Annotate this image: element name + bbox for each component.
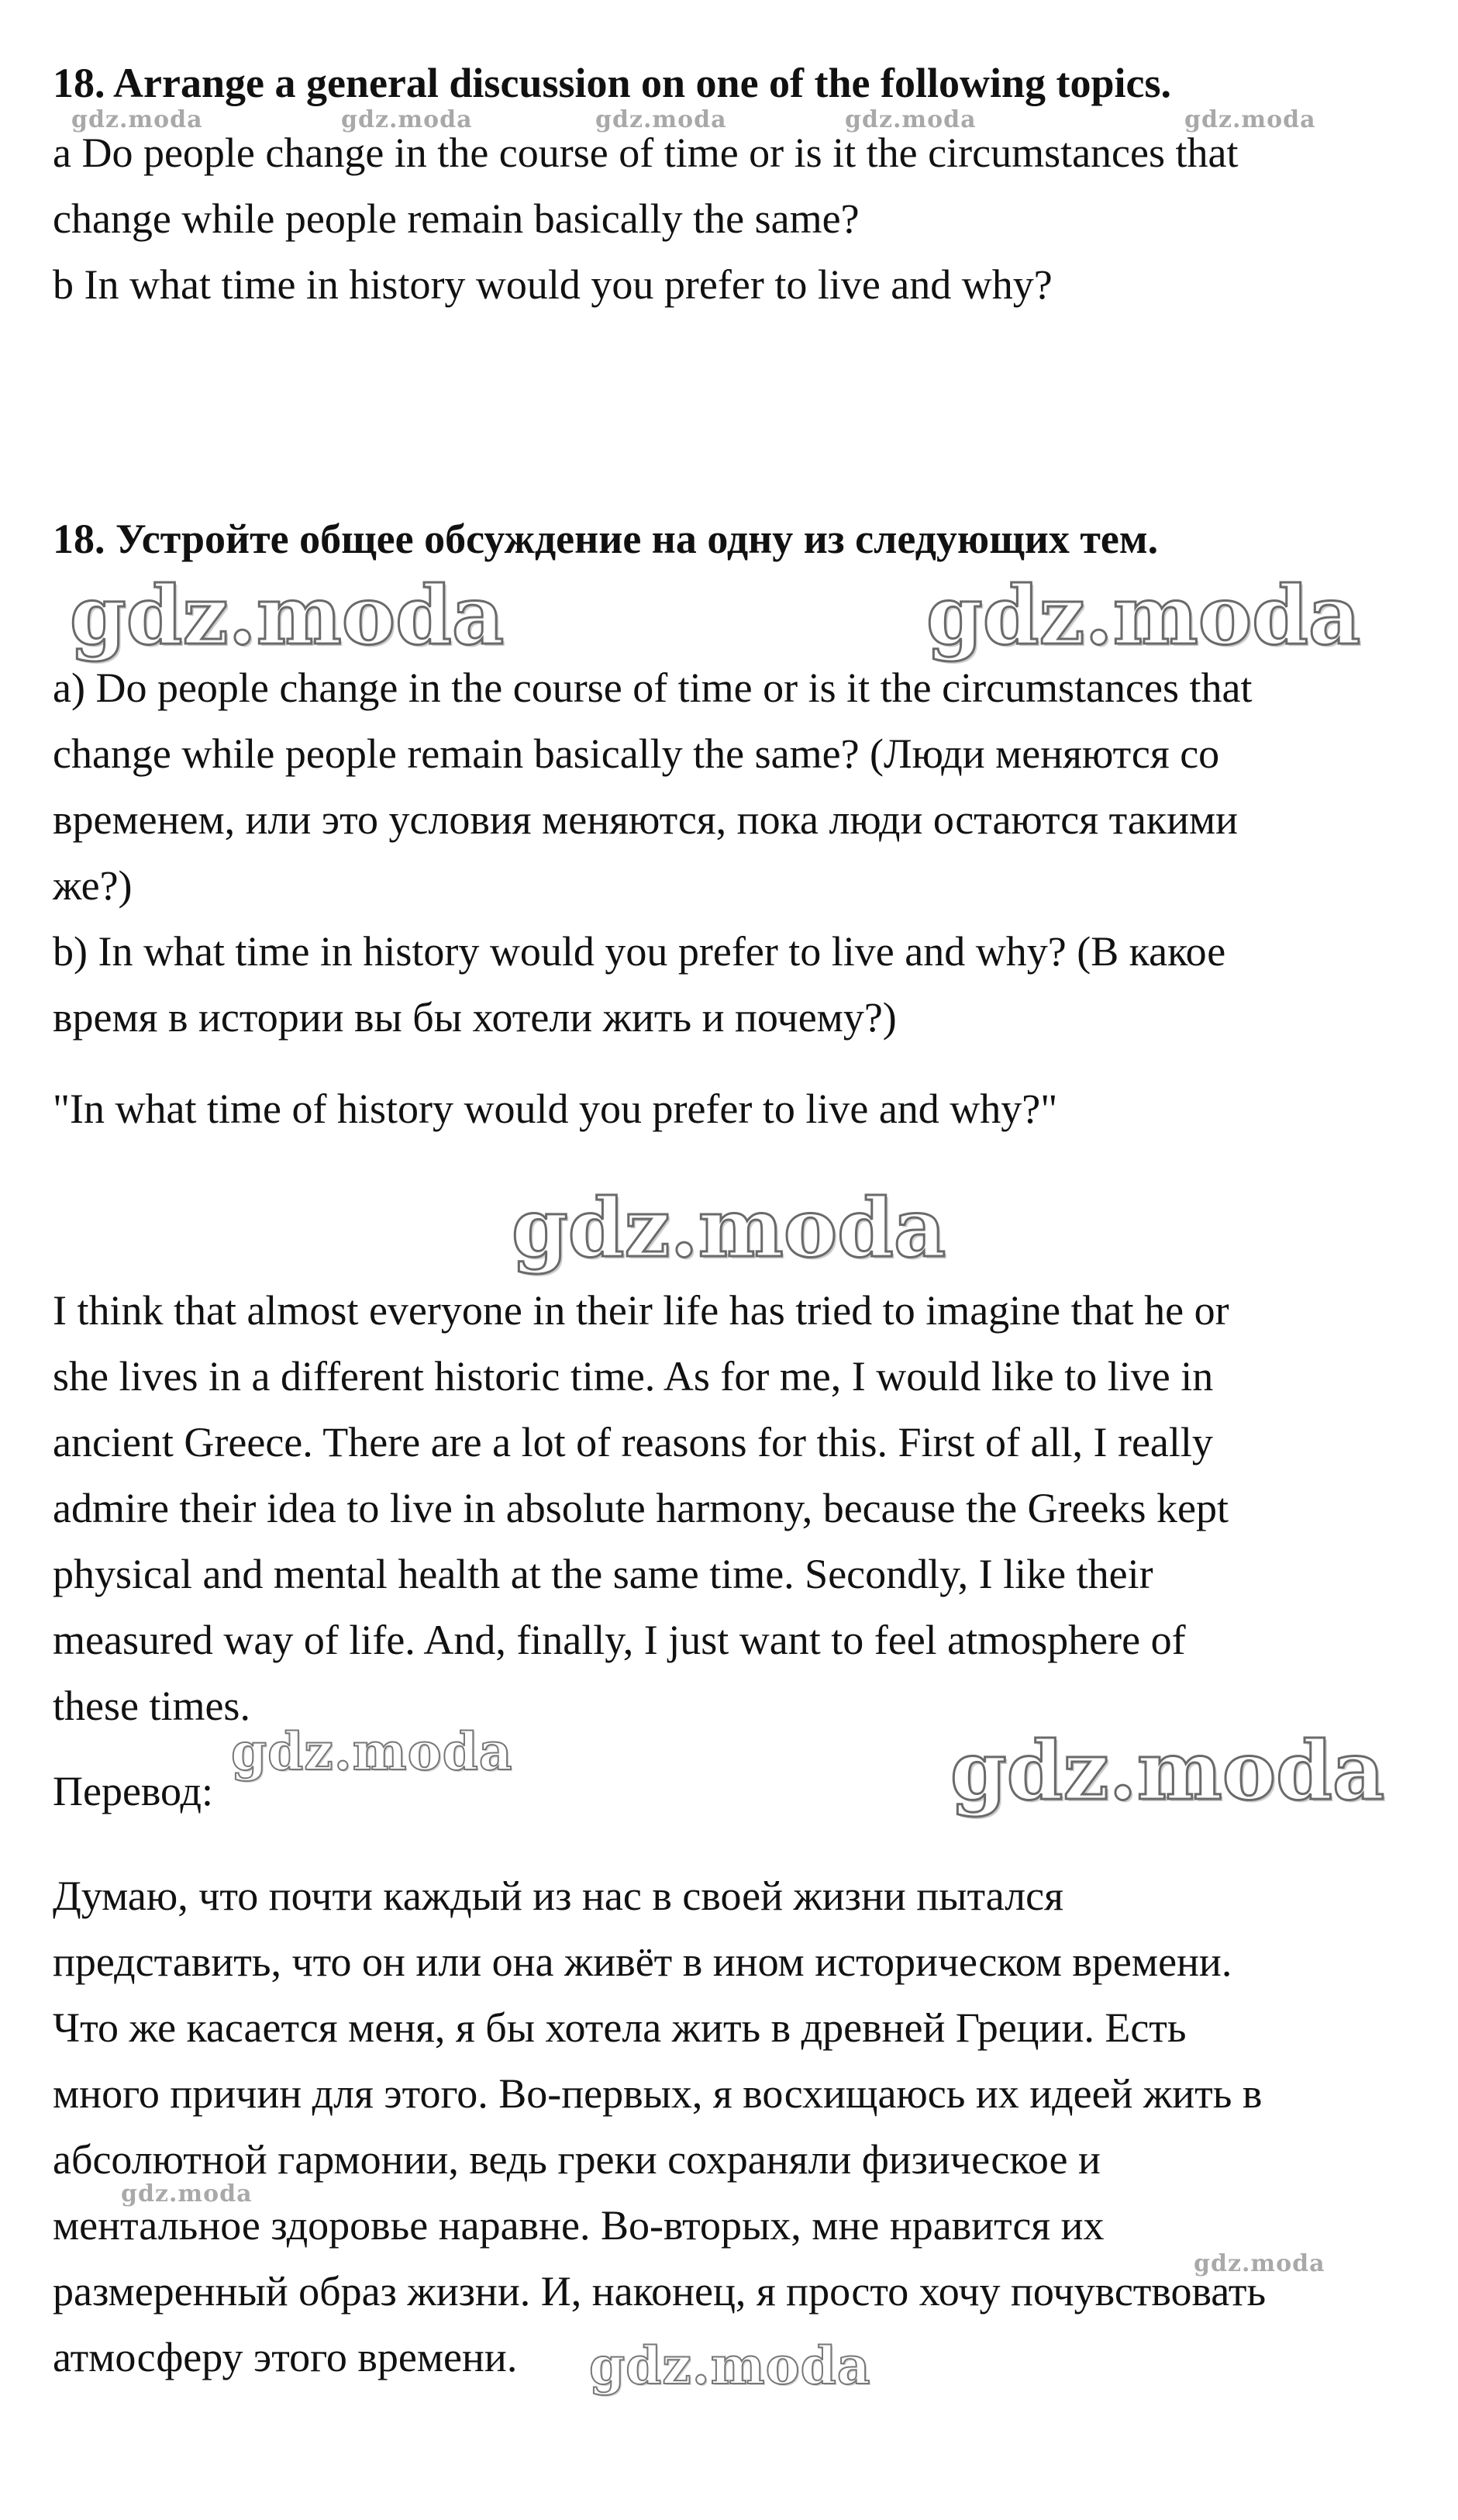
watermark: gdz.moda [950,1723,1385,1818]
task-heading-en: 18. Arrange a general discussion on one of the following topics. [53,60,1172,106]
watermark: gdz.moda [71,106,203,133]
watermark: gdz.moda [1194,2250,1325,2277]
task-heading-ru: 18. Устройте общее обсуждение на одну из следующих тем. [53,516,1159,562]
translation-line: размеренный образ жизни. И, наконец, я просто хочу почувствовать [53,2268,1267,2315]
essay-line: she lives in a different historic time. As for me, I would like to live in [53,1353,1214,1400]
watermark: gdz.moda [589,2335,871,2396]
watermark: gdz.moda [231,1721,513,1782]
watermark: gdz.moda [512,1180,946,1276]
watermark: gdz.moda [70,568,505,663]
translation-line: ментальное здоровье наравне. Во-вторых, мне нравится их [53,2202,1105,2249]
essay-line: these times. [53,1683,250,1729]
translation-line: атмосферу этого времени. [53,2334,518,2380]
translation-line: представить, что он или она живёт в ином историческом времени. [53,1938,1232,1985]
essay-line: measured way of life. And, finally, I just want to feel atmosphere of [53,1617,1186,1663]
translation-line: много причин для этого. Во-первых, я восхищаюсь их идеей жить в [53,2070,1263,2117]
watermark: gdz.moda [341,106,473,133]
essay-line: physical and mental health at the same time. Secondly, I like their [53,1551,1153,1597]
task-line-ru: же?) [53,862,133,909]
essay-line: ancient Greece. There are a lot of reasons for this. First of all, I really [53,1419,1213,1465]
translation-line: Думаю, что почти каждый из нас в своей жизни пытался [53,1873,1063,1919]
task-line-ru: b) In what time in history would you prefer to live and why? (В какое [53,928,1226,975]
task-line-ru: change while people remain basically the same? (Люди меняются со [53,730,1220,777]
task-line-ru: a) Do people change in the course of time or is it the circumstances that [53,665,1253,711]
watermark: gdz.moda [845,106,977,133]
watermark: gdz.moda [926,568,1361,663]
task-line-ru: временем, или это условия меняются, пока люди остаются такими [53,796,1239,843]
task-line-en: b In what time in history would you prefer to live and why? [53,261,1053,308]
task-line-en: a Do people change in the course of time or is it the circumstances that [53,129,1239,176]
task-line-ru: время в истории вы бы хотели жить и почему?) [53,994,897,1041]
translation-line: Что же касается меня, я бы хотела жить в древней Греции. Есть [53,2004,1187,2051]
essay-line: I think that almost everyone in their life has tried to imagine that he or [53,1287,1229,1334]
translation-line: абсолютной гармонии, ведь греки сохраняли физическое и [53,2136,1101,2183]
watermark: gdz.moda [1184,106,1316,133]
task-line-en: change while people remain basically the same? [53,195,860,242]
translation-label: Перевод: [53,1768,213,1814]
essay-title: "In what time of history would you prefer to live and why?" [53,1086,1058,1132]
watermark: gdz.moda [595,106,727,133]
essay-line: admire their idea to live in absolute harmony, because the Greeks kept [53,1485,1229,1531]
watermark: gdz.moda [121,2180,253,2208]
